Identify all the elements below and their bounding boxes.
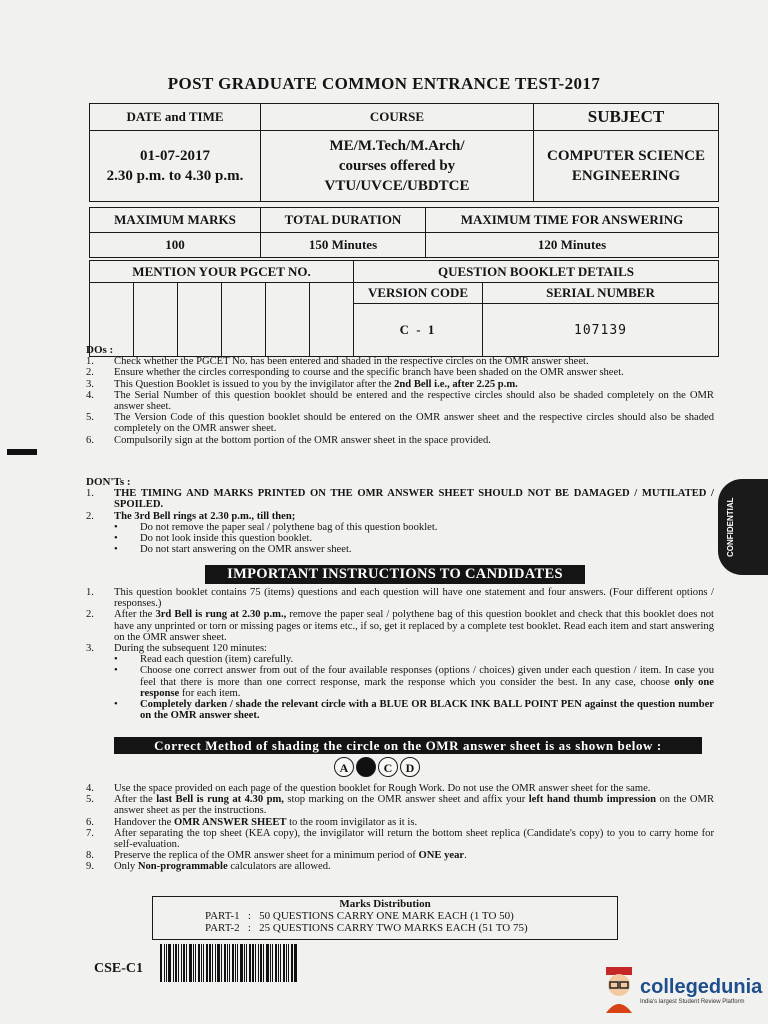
barcode-bar bbox=[221, 944, 222, 982]
barcode-bar bbox=[286, 944, 287, 982]
barcode-bar bbox=[260, 944, 262, 982]
item-number: 2. bbox=[86, 510, 94, 522]
barcode-bar bbox=[217, 944, 220, 982]
item-text: This Question Booklet is issued to you by the invigilator after the bbox=[114, 378, 395, 390]
dos-item bbox=[86, 379, 714, 390]
marks-duration-table bbox=[89, 207, 719, 258]
barcode-bar bbox=[291, 944, 293, 982]
confidential-seal-text: CONFIDENTIAL bbox=[726, 497, 735, 557]
instruction-item bbox=[86, 643, 714, 654]
bullet-icon: • bbox=[114, 654, 118, 666]
item-text: Use the space provided on each page of the question booklet for Rough Work. Do not use the OMR answer sheet for the same. bbox=[114, 783, 651, 794]
bullet-item bbox=[86, 522, 714, 533]
instruction-item bbox=[86, 817, 714, 828]
item-number: 2. bbox=[86, 609, 94, 621]
item-number: 5. bbox=[86, 412, 94, 424]
date-time-cell bbox=[90, 131, 261, 202]
mascot-icon bbox=[598, 965, 640, 1015]
course-header: COURSE bbox=[261, 104, 534, 131]
item-number: 9. bbox=[86, 861, 94, 873]
page-title: POST GRADUATE COMMON ENTRANCE TEST-2017 bbox=[167, 74, 601, 93]
barcode-bar bbox=[235, 944, 236, 982]
bullet-text: Completely darken / shade the relevant circle with a BLUE OR BLACK INK BALL POINT PEN against the question number on the OMR answer sheet. bbox=[140, 699, 714, 722]
item-text: Compulsorily sign at the bottom portion of the OMR answer sheet in the space provided. bbox=[114, 434, 491, 446]
barcode-bar bbox=[249, 944, 251, 982]
barcode-bar bbox=[164, 944, 165, 982]
brand-name: collegedunia bbox=[640, 975, 763, 998]
item-number: 6. bbox=[86, 434, 94, 446]
marks-part-1: PART-1 : 50 QUESTIONS CARRY ONE MARK EACH (1 TO 50) bbox=[205, 910, 514, 922]
bubble-option-c: C bbox=[378, 757, 398, 777]
barcode-bar bbox=[166, 944, 167, 982]
exam-time: 2.30 p.m. to 4.30 p.m. bbox=[106, 168, 244, 184]
barcode-bar bbox=[258, 944, 259, 982]
bullet-icon: • bbox=[114, 533, 118, 545]
bullet-icon: • bbox=[114, 699, 118, 711]
shading-method-banner: Correct Method of shading the circle on the OMR answer sheet is as shown below : bbox=[114, 737, 702, 754]
barcode-bar bbox=[237, 944, 238, 982]
barcode-bar bbox=[215, 944, 216, 982]
item-text: calculators are allowed. bbox=[227, 861, 331, 873]
dos-item bbox=[86, 435, 714, 446]
version-code-value: C - 1 bbox=[354, 304, 483, 357]
barcode-bar bbox=[195, 944, 196, 982]
course-line-3: VTU/UVCE/UBDTCE bbox=[324, 178, 470, 194]
instruction-item bbox=[86, 587, 714, 609]
barcode-bar bbox=[212, 944, 213, 982]
dos-heading: DOs : bbox=[86, 344, 114, 356]
barcode-bar bbox=[280, 944, 281, 982]
item-text: The 3rd Bell rings at 2.30 p.m., till then; bbox=[114, 510, 296, 522]
instruction-item bbox=[86, 794, 714, 816]
marks-distribution-box bbox=[152, 896, 618, 940]
barcode-bar bbox=[175, 944, 177, 982]
bullet-text: Choose one correct answer from out of the four available responses (options / choices) given under each question / item. In case you feel that there is more than one correct response, mark the response which you consider the best. In any case, choose bbox=[140, 665, 714, 688]
dos-section bbox=[86, 345, 714, 446]
barcode-bar bbox=[275, 944, 277, 982]
instruction-item bbox=[86, 850, 714, 861]
item-text-bold: OMR ANSWER SHEET bbox=[174, 816, 287, 828]
total-duration-header: TOTAL DURATION bbox=[261, 208, 426, 233]
item-text: stop marking on the OMR answer sheet and affix your bbox=[283, 794, 529, 806]
booklet-code: CSE-C1 bbox=[94, 961, 144, 976]
barcode-bar bbox=[270, 944, 271, 982]
subject-line-2: ENGINEERING bbox=[571, 168, 681, 184]
barcode-bar bbox=[278, 944, 279, 982]
barcode-bar bbox=[203, 944, 204, 982]
item-text: remove the paper seal / polythene bag of this question booklet and check that this booklet does not have any unprinted or torn or missing pages or items etc., if so, get it replaced by a complete test booklet. Read each item and start answering on the OMR answer sheet. bbox=[114, 609, 714, 643]
item-text-bold: Non-programmable bbox=[137, 861, 228, 873]
instruction-item bbox=[86, 783, 714, 794]
barcode-bar bbox=[173, 944, 174, 982]
bullet-icon: • bbox=[114, 665, 118, 677]
barcode-bar bbox=[160, 944, 162, 982]
serial-number-value: 107139 bbox=[483, 304, 719, 357]
bullet-item bbox=[86, 533, 714, 544]
item-text: Ensure whether the circles corresponding to course and the specific branch have been shaded on the OMR answer sheet. bbox=[114, 367, 624, 379]
bullet-item bbox=[86, 544, 714, 555]
dos-item bbox=[86, 356, 714, 367]
booklet-details-label: QUESTION BOOKLET DETAILS bbox=[354, 261, 719, 283]
max-marks-value: 100 bbox=[90, 233, 261, 258]
barcode-bar bbox=[206, 944, 208, 982]
donts-item bbox=[86, 511, 714, 522]
barcode-bar bbox=[183, 944, 185, 982]
item-number: 7. bbox=[86, 827, 94, 839]
dos-item bbox=[86, 412, 714, 434]
max-marks-header: MAXIMUM MARKS bbox=[90, 208, 261, 233]
barcode-bar bbox=[266, 944, 269, 982]
barcode-bar bbox=[193, 944, 194, 982]
item-number: 1. bbox=[86, 587, 94, 598]
item-text: Only bbox=[114, 861, 138, 873]
dos-item bbox=[86, 390, 714, 412]
item-number: 5. bbox=[86, 794, 94, 806]
barcode-bar bbox=[263, 944, 264, 982]
item-text: The Serial Number of this question booklet should be entered and the respective circles should also be shaded completely on the OMR answer sheet. bbox=[114, 389, 714, 413]
item-text: After the bbox=[114, 609, 156, 621]
bullet-item bbox=[86, 699, 714, 721]
item-text-bold: last Bell is rung at 4.30 pm, bbox=[156, 794, 284, 806]
course-line-2: courses offered by bbox=[338, 158, 456, 174]
bullet-item bbox=[86, 665, 714, 699]
bubble-option-b-filled bbox=[356, 757, 376, 777]
pgcet-label: MENTION YOUR PGCET NO. bbox=[90, 261, 354, 283]
barcode-bar bbox=[246, 944, 247, 982]
item-number: 2. bbox=[86, 367, 94, 379]
barcode-bar bbox=[224, 944, 226, 982]
barcode-bar bbox=[181, 944, 182, 982]
dos-item bbox=[86, 367, 714, 378]
barcode-bar bbox=[227, 944, 228, 982]
bubble-option-d: D bbox=[400, 757, 420, 777]
item-text: After the bbox=[114, 794, 157, 806]
barcode-bar bbox=[189, 944, 192, 982]
instruction-item bbox=[86, 828, 714, 850]
important-instructions-banner: IMPORTANT INSTRUCTIONS TO CANDIDATES bbox=[205, 565, 585, 584]
bullet-icon: • bbox=[114, 544, 118, 556]
bullet-text-bold: only one response bbox=[140, 676, 714, 699]
course-line-1: ME/M.Tech/M.Arch/ bbox=[329, 138, 465, 154]
marks-part-2: PART-2 : 25 QUESTIONS CARRY TWO MARKS EACH (51 TO 75) bbox=[205, 922, 528, 934]
item-text: . bbox=[464, 850, 467, 862]
barcode-bar bbox=[252, 944, 254, 982]
barcode-bar bbox=[201, 944, 202, 982]
instructions-section bbox=[86, 587, 714, 721]
item-text: on the OMR answer sheet as per the instructions. bbox=[114, 794, 715, 817]
item-text-bold: left hand thumb impression bbox=[528, 794, 657, 806]
item-text-bold: 3rd Bell is rung at 2.30 p.m., bbox=[155, 609, 287, 621]
barcode-bar bbox=[288, 944, 289, 982]
omr-bubble-example bbox=[334, 757, 420, 777]
bullet-text: Do not start answering on the OMR answer sheet. bbox=[140, 544, 352, 556]
barcode-bar bbox=[232, 944, 234, 982]
bullet-text: Read each question (item) carefully. bbox=[140, 654, 294, 666]
item-text: Preserve the replica of the OMR answer sheet for a minimum period of bbox=[114, 850, 419, 862]
barcode bbox=[160, 944, 308, 982]
bullet-item bbox=[86, 654, 714, 665]
barcode-bar bbox=[186, 944, 187, 982]
barcode-bar bbox=[209, 944, 211, 982]
course-cell bbox=[261, 131, 534, 202]
exam-details-table bbox=[89, 103, 719, 202]
bullet-text: Do not look inside this question booklet. bbox=[140, 533, 313, 545]
exam-date: 01-07-2017 bbox=[140, 148, 210, 164]
marks-distribution-title: Marks Distribution bbox=[339, 898, 431, 910]
subject-header: SUBJECT bbox=[534, 104, 719, 131]
bubble-option-a: A bbox=[334, 757, 354, 777]
instruction-item bbox=[86, 609, 714, 643]
serial-number-label: SERIAL NUMBER bbox=[483, 283, 719, 304]
item-number: 1. bbox=[86, 356, 94, 368]
barcode-bar bbox=[229, 944, 230, 982]
date-time-header: DATE and TIME bbox=[90, 104, 261, 131]
barcode-bar bbox=[294, 944, 297, 982]
brand-watermark bbox=[598, 965, 762, 1015]
total-duration-value: 150 Minutes bbox=[261, 233, 426, 258]
instruction-item bbox=[86, 861, 714, 872]
barcode-bar bbox=[168, 944, 171, 982]
item-text: to the room invigilator as it is. bbox=[286, 816, 418, 828]
barcode-bar bbox=[255, 944, 256, 982]
donts-section bbox=[86, 477, 714, 555]
item-text: Handover the bbox=[114, 816, 175, 828]
item-text: During the subsequent 120 minutes: bbox=[114, 643, 268, 655]
item-text: After separating the top sheet (KEA copy), the invigilator will return the bottom sheet replica (Candidate's copy) to you to carry home for self-evaluation. bbox=[114, 827, 714, 851]
item-number: 3. bbox=[86, 643, 94, 655]
subject-cell bbox=[534, 131, 719, 202]
subject-line-1: COMPUTER SCIENCE bbox=[547, 148, 705, 164]
barcode-bar bbox=[283, 944, 285, 982]
registration-mark bbox=[7, 449, 37, 455]
barcode-bar bbox=[178, 944, 179, 982]
pgcet-booklet-table bbox=[89, 260, 719, 357]
item-number: 4. bbox=[86, 389, 94, 401]
bullet-text: for each item. bbox=[179, 687, 241, 699]
barcode-bar bbox=[240, 944, 243, 982]
bullet-text: Do not remove the paper seal / polythene bag of this question booklet. bbox=[140, 521, 438, 533]
item-number: 1. bbox=[86, 488, 94, 500]
item-text: Check whether the PGCET No. has been entered and shaded in the respective circles on the OMR answer sheet. bbox=[114, 356, 589, 368]
version-code-label: VERSION CODE bbox=[354, 283, 483, 304]
item-text: This question booklet contains 75 (items) questions and each question will have one statement and four answers. (Four different options / responses.) bbox=[114, 587, 714, 610]
brand-tagline: India's largest Student Review Platform bbox=[640, 998, 745, 1005]
barcode-bar bbox=[272, 944, 273, 982]
item-number: 4. bbox=[86, 783, 94, 794]
donts-heading: DON'Ts : bbox=[86, 476, 131, 488]
barcode-bar bbox=[198, 944, 200, 982]
item-number: 3. bbox=[86, 378, 94, 390]
item-text-bold: ONE year bbox=[418, 850, 465, 862]
item-text-bold: 2nd Bell i.e., after 2.25 p.m. bbox=[394, 378, 518, 390]
item-number: 6. bbox=[86, 816, 94, 828]
item-text: THE TIMING AND MARKS PRINTED ON THE OMR ANSWER SHEET SHOULD NOT BE DAMAGED / MUTILATED / SPOILED. bbox=[114, 488, 714, 511]
max-time-header: MAXIMUM TIME FOR ANSWERING bbox=[426, 208, 719, 233]
instructions-section-2 bbox=[86, 783, 714, 873]
item-text: The Version Code of this question booklet should be entered on the OMR answer sheet and the respective circles should also be shaded completely on the OMR answer sheet. bbox=[114, 412, 714, 435]
max-time-value: 120 Minutes bbox=[426, 233, 719, 258]
barcode-bar bbox=[244, 944, 245, 982]
donts-item bbox=[86, 488, 714, 510]
bullet-icon: • bbox=[114, 521, 118, 533]
item-number: 8. bbox=[86, 850, 94, 862]
